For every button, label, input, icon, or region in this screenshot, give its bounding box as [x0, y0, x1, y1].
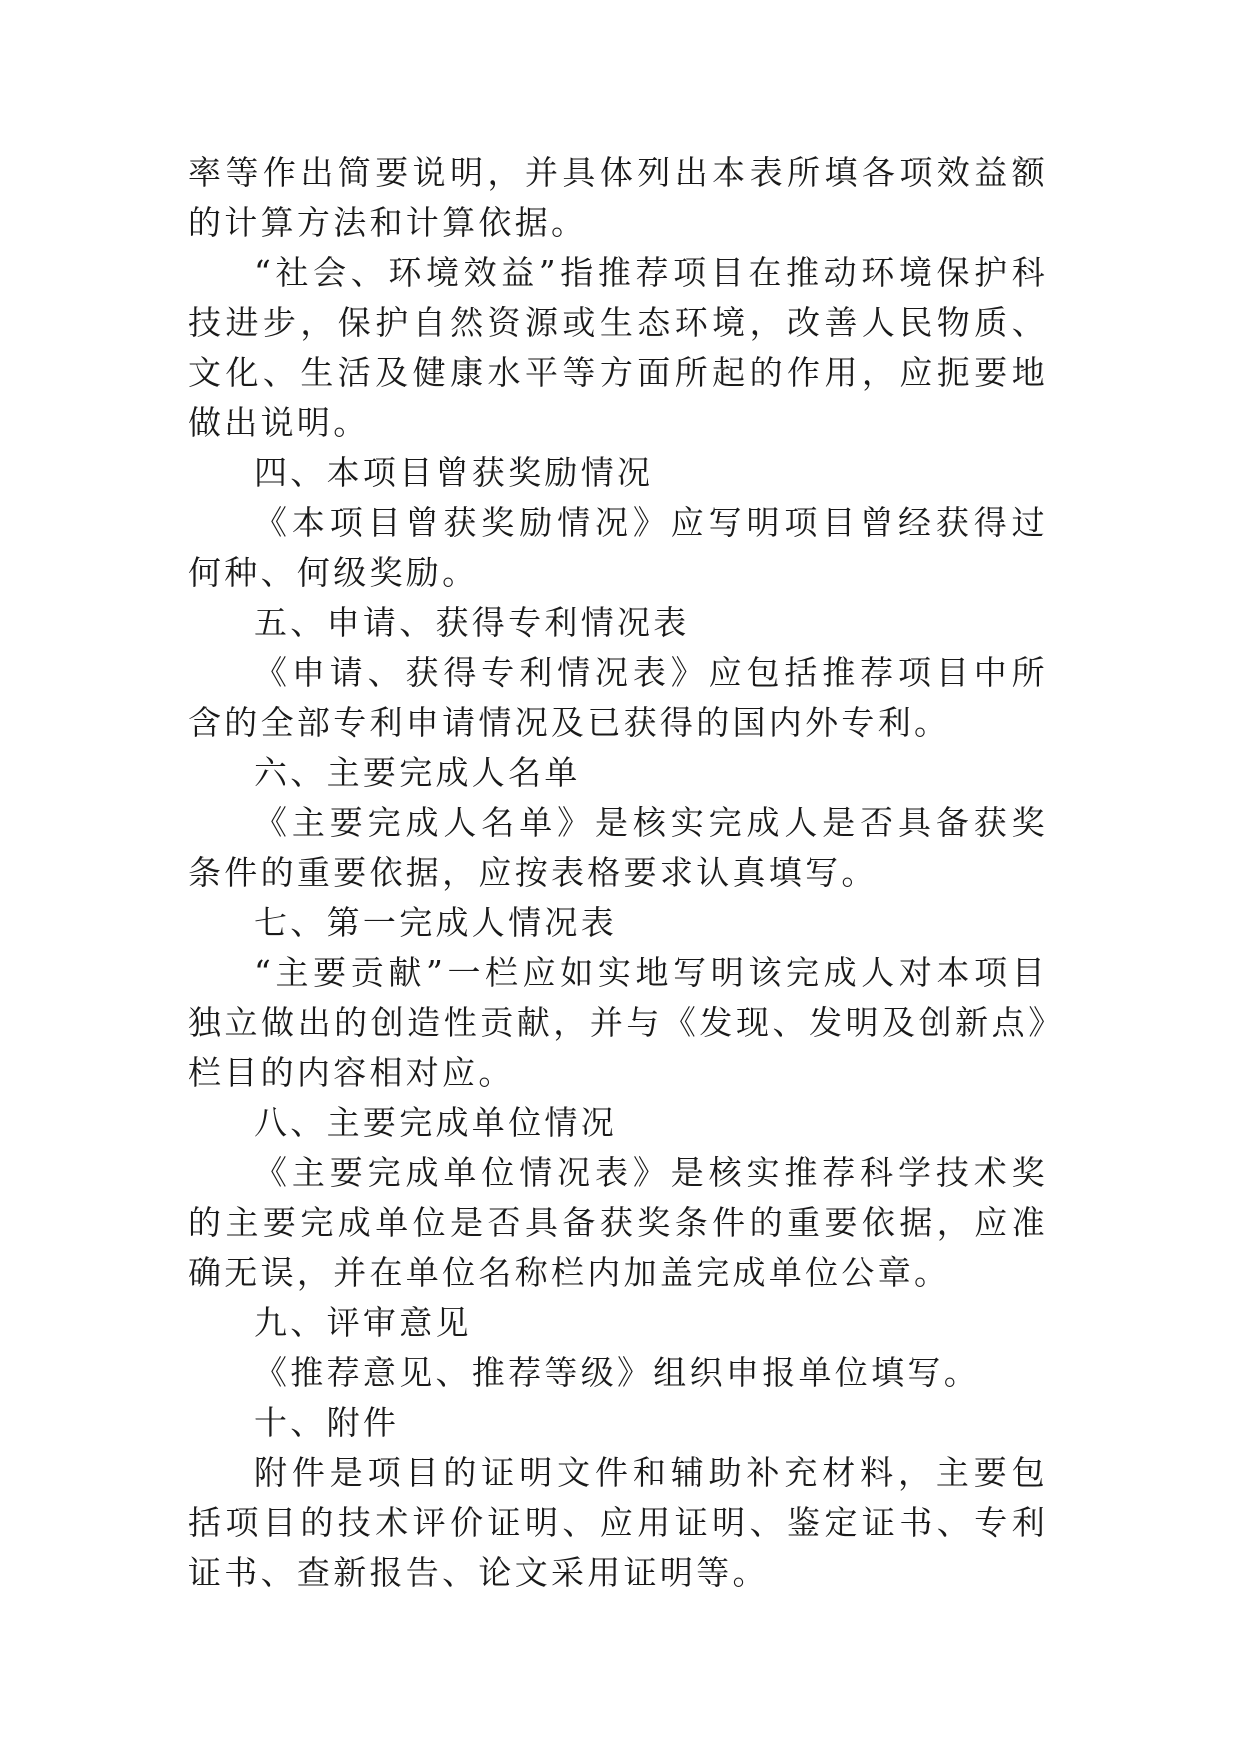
section-heading-review-opinion: 九、评审意见 [254, 1303, 472, 1342]
section-heading-attachments: 十、附件 [254, 1403, 400, 1442]
paragraph-main-contributors: 《主要完成人名单》是核实完成人是否具备获奖条件的重要依据，应按表格要求认真填写。 [188, 803, 1048, 892]
paragraph-efficiency-calculation: 率等作出简要说明，并具体列出本表所填各项效益额的计算方法和计算依据。 [188, 153, 1048, 242]
paragraph-main-units: 《主要完成单位情况表》是核实推荐科学技术奖的主要完成单位是否具备获奖条件的重要依据，应准确无误，并在单位名称栏内加盖完成单位公章。 [188, 1153, 1048, 1292]
section-heading-first-contributor: 七、第一完成人情况表 [254, 903, 617, 942]
section-heading-awards: 四、本项目曾获奖励情况 [254, 453, 654, 492]
paragraph-awards: 《本项目曾获奖励情况》应写明项目曾经获得过何种、何级奖励。 [188, 503, 1048, 592]
paragraph-patents: 《申请、获得专利情况表》应包括推荐项目中所含的全部专利申请情况及已获得的国内外专利。 [188, 653, 1048, 742]
paragraph-social-environmental-benefits: “社会、环境效益”指推荐项目在推动环境保护科技进步，保护自然资源或生态环境，改善人民物质、文化、生活及健康水平等方面所起的作用，应扼要地做出说明。 [188, 253, 1048, 442]
paragraph-first-contributor: “主要贡献”一栏应如实地写明该完成人对本项目独立做出的创造性贡献，并与《发现、发明及创新点》栏目的内容相对应。 [188, 953, 1048, 1092]
paragraph-review-opinion: 《推荐意见、推荐等级》组织申报单位填写。 [254, 1353, 980, 1392]
document-body [188, 148, 1048, 1598]
section-heading-patents: 五、申请、获得专利情况表 [254, 603, 690, 642]
section-heading-main-contributors: 六、主要完成人名单 [254, 753, 581, 792]
section-heading-main-units: 八、主要完成单位情况 [254, 1103, 617, 1142]
paragraph-attachments: 附件是项目的证明文件和辅助补充材料，主要包括项目的技术评价证明、应用证明、鉴定证书、专利证书、查新报告、论文采用证明等。 [188, 1453, 1048, 1592]
